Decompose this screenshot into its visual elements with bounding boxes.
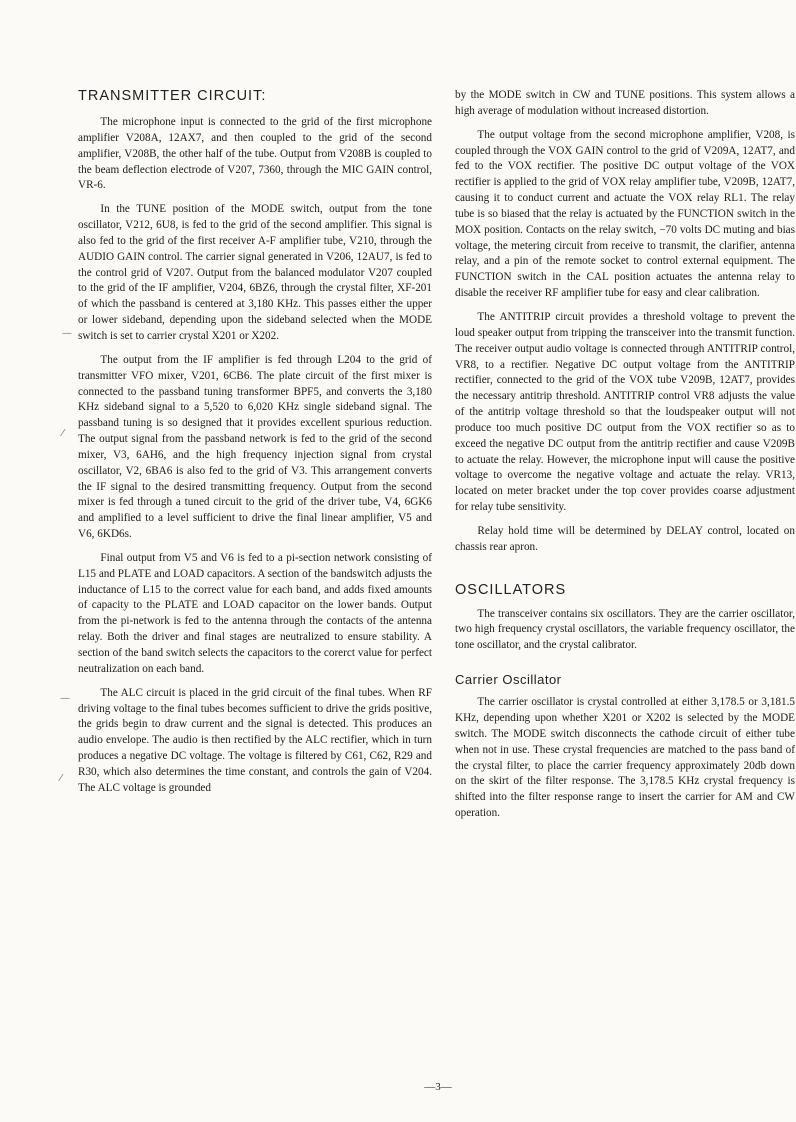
paragraph-mic-input: The microphone input is connected to the grid of the first microphone amplifier V208A, 12AX7, and then coupled to the grid of the second amplifier, V208B, the other half of the tube. Output from V208B is coupled to the beam deflection electrode of V207, 7360, through the MIC GAIN control, VR-6. [78, 116, 432, 192]
margin-tick-mark: ⁄ [62, 428, 64, 439]
paragraph-carrier-oscillator: The carrier oscillator is crystal controlled at either 3,178.5 or 3,181.5 KHz, depending upon whether X201 or X202 is selected by the MODE switch. The MODE switch disconnects the cathode circuit of either tube when not in use. These crystal frequencies are matched to the pass band of the crystal filter, to place the carrier frequency approximately 20db down on the skirt of the filter response. The 3,178.5 KHz crystal frequency is shifted into the filter response range to insert the carrier for AM and CW operation. [455, 696, 795, 820]
paragraph-vox: The output voltage from the second microphone amplifier, V208, is coupled through the VOX GAIN control to the grid of V209A, 12AT7, and fed to the VOX rectifier. The positive DC output voltage of the VOX rectifier is applied to the grid of VOX relay amplifier tube, V209B, 12AT7, causing it to conduct current and actuate the VOX relay RL1. The relay tube is so biased that the relay is actuated by the FUNCTION switch in the MOX position. Contacts on the relay switch, −70 volts DC muting and bias voltage, the metering circuit from receive to transmit, the clarifier, antenna relay, and a pin of the remote socket to control external equipment. The FUNCTION switch in the CAL position actuates the antenna relay to disable the receiver RF amplifier tube for easy and clear calibration. [455, 128, 795, 300]
paragraph-relay-hold: Relay hold time will be determined by DELAY control, located on chassis rear apron. [455, 524, 795, 553]
margin-tick-mark: — [62, 328, 72, 339]
paragraph-oscillators: The transceiver contains six oscillators. They are the carrier oscillator, two high frequency crystal oscillators, the variable frequency oscillator, the tone oscillator, and the crystal calibrator. [455, 607, 795, 652]
paragraph-tune-position: In the TUNE position of the MODE switch, output from the tone oscillator, V212, 6U8, is fed to the grid of the second amplifier. This signal is also fed to the grid of the first receiver A-F amplifier tube, V210, through the AUDIO GAIN control. The carrier signal generated in V206, 12AU7, is fed to the control grid of V207. Output from the balanced modulator V207 coupled to the grid of the IF amplifier, V204, 6BZ6, through the crystal filter, XF-201 of which the passband is centered at 3,180 KHz. This passes either the upper or lower sideband, depending upon the sideband selected when the MODE switch is set to carrier crystal X201 or X202. [78, 203, 432, 342]
left-column [78, 88, 432, 797]
paragraph-final-output: Final output from V5 and V6 is fed to a pi-section network consisting of L15 and PLATE and LOAD capacitors. A section of the bandswitch adjusts the inductance of L15 to the correct value for each band, and adds fixed amounts of capacity to the PLATE and LOAD capacitor on the lower bands. Output from the pi-network is fed to the antenna through the contacts of the antenna relay. Both the driver and final stages are neutralized to ensure stability. A section of the band switch selects the capacitors to the corerct value for perfect neutralization on each band. [78, 551, 432, 675]
carrier-oscillator-heading: Carrier Oscillator [455, 672, 562, 688]
paragraph-alc-circuit: The ALC circuit is placed in the grid circuit of the final tubes. When RF driving voltage to the final tubes becomes sufficient to drive the grids positive, the grids begin to draw current and the signal is detected. This produces an audio envelope. The audio is then rectified by the ALC rectifier, which in turn produces a negative DC voltage. The voltage is filtered by C61, C62, R29 and R30, which also determines the time constant, and controls the gain of V204. The ALC voltage is grounded [78, 686, 432, 794]
oscillators-heading: OSCILLATORS [455, 581, 567, 598]
paragraph-continuation: by the MODE switch in CW and TUNE positions. This system allows a high average of modulation without increased distortion. [455, 89, 795, 117]
margin-tick-mark: ⁄ [60, 773, 62, 784]
paragraph-antitrip: The ANTITRIP circuit provides a threshold voltage to prevent the loud speaker output from tripping the transceiver into the transmit function. The receiver output audio voltage is connected through ANTITRIP control, VR8, to a rectifier. Negative DC output voltage from the ANTITRIP rectifier, connected to the grid of the VOX tube V209B, 12AT7, provides the necessary antitrip threshold. ANTITRIP control VR8 adjusts the value of the antitrip voltage threshold so that the loudspeaker output will not produce too much positive DC output from the VOX rectifier so as to exceed the negative DC output from the antitrip rectifier and cause V209B to actuate the relay. However, the microphone input will cause the positive voltage to overcome the negative voltage and actuate the relay. VR13, located on meter bracket under the top cover provides coarse adjustment for relay tube sensitivity. [455, 310, 795, 514]
transmitter-circuit-heading: TRANSMITTER CIRCUIT: [78, 88, 267, 104]
paragraph-if-output: The output from the IF amplifier is fed through L204 to the grid of transmitter VFO mixer, V201, 6CB6. The plate circuit of the first mixer is connected to the passband tuning transformer BPF5, and converts the 3,180 KHz sideband signal to a 5,520 to 6,020 KHz single sideband signal. The passband tuning is so designed that it provides excellent spurious reduction. The output signal from the passband network is fed to the grid of the second mixer, V3, 6AH6, and the high frequency injection signal from crystal oscillator, V2, 6BA6 is also fed to the grid of V3. This arrangement converts the IF signal to the desired transmitting frequency. Output from the second mixer is fed through a tuned circuit to the grid of the driver tube, V4, 6GK6 and amplified to a level sufficient to drive the final linear amplifier, V5 and V6, 6KD6s. [78, 353, 432, 541]
margin-tick-mark: — [60, 693, 70, 704]
right-column [455, 88, 795, 822]
page-number: —3— [424, 1081, 452, 1093]
